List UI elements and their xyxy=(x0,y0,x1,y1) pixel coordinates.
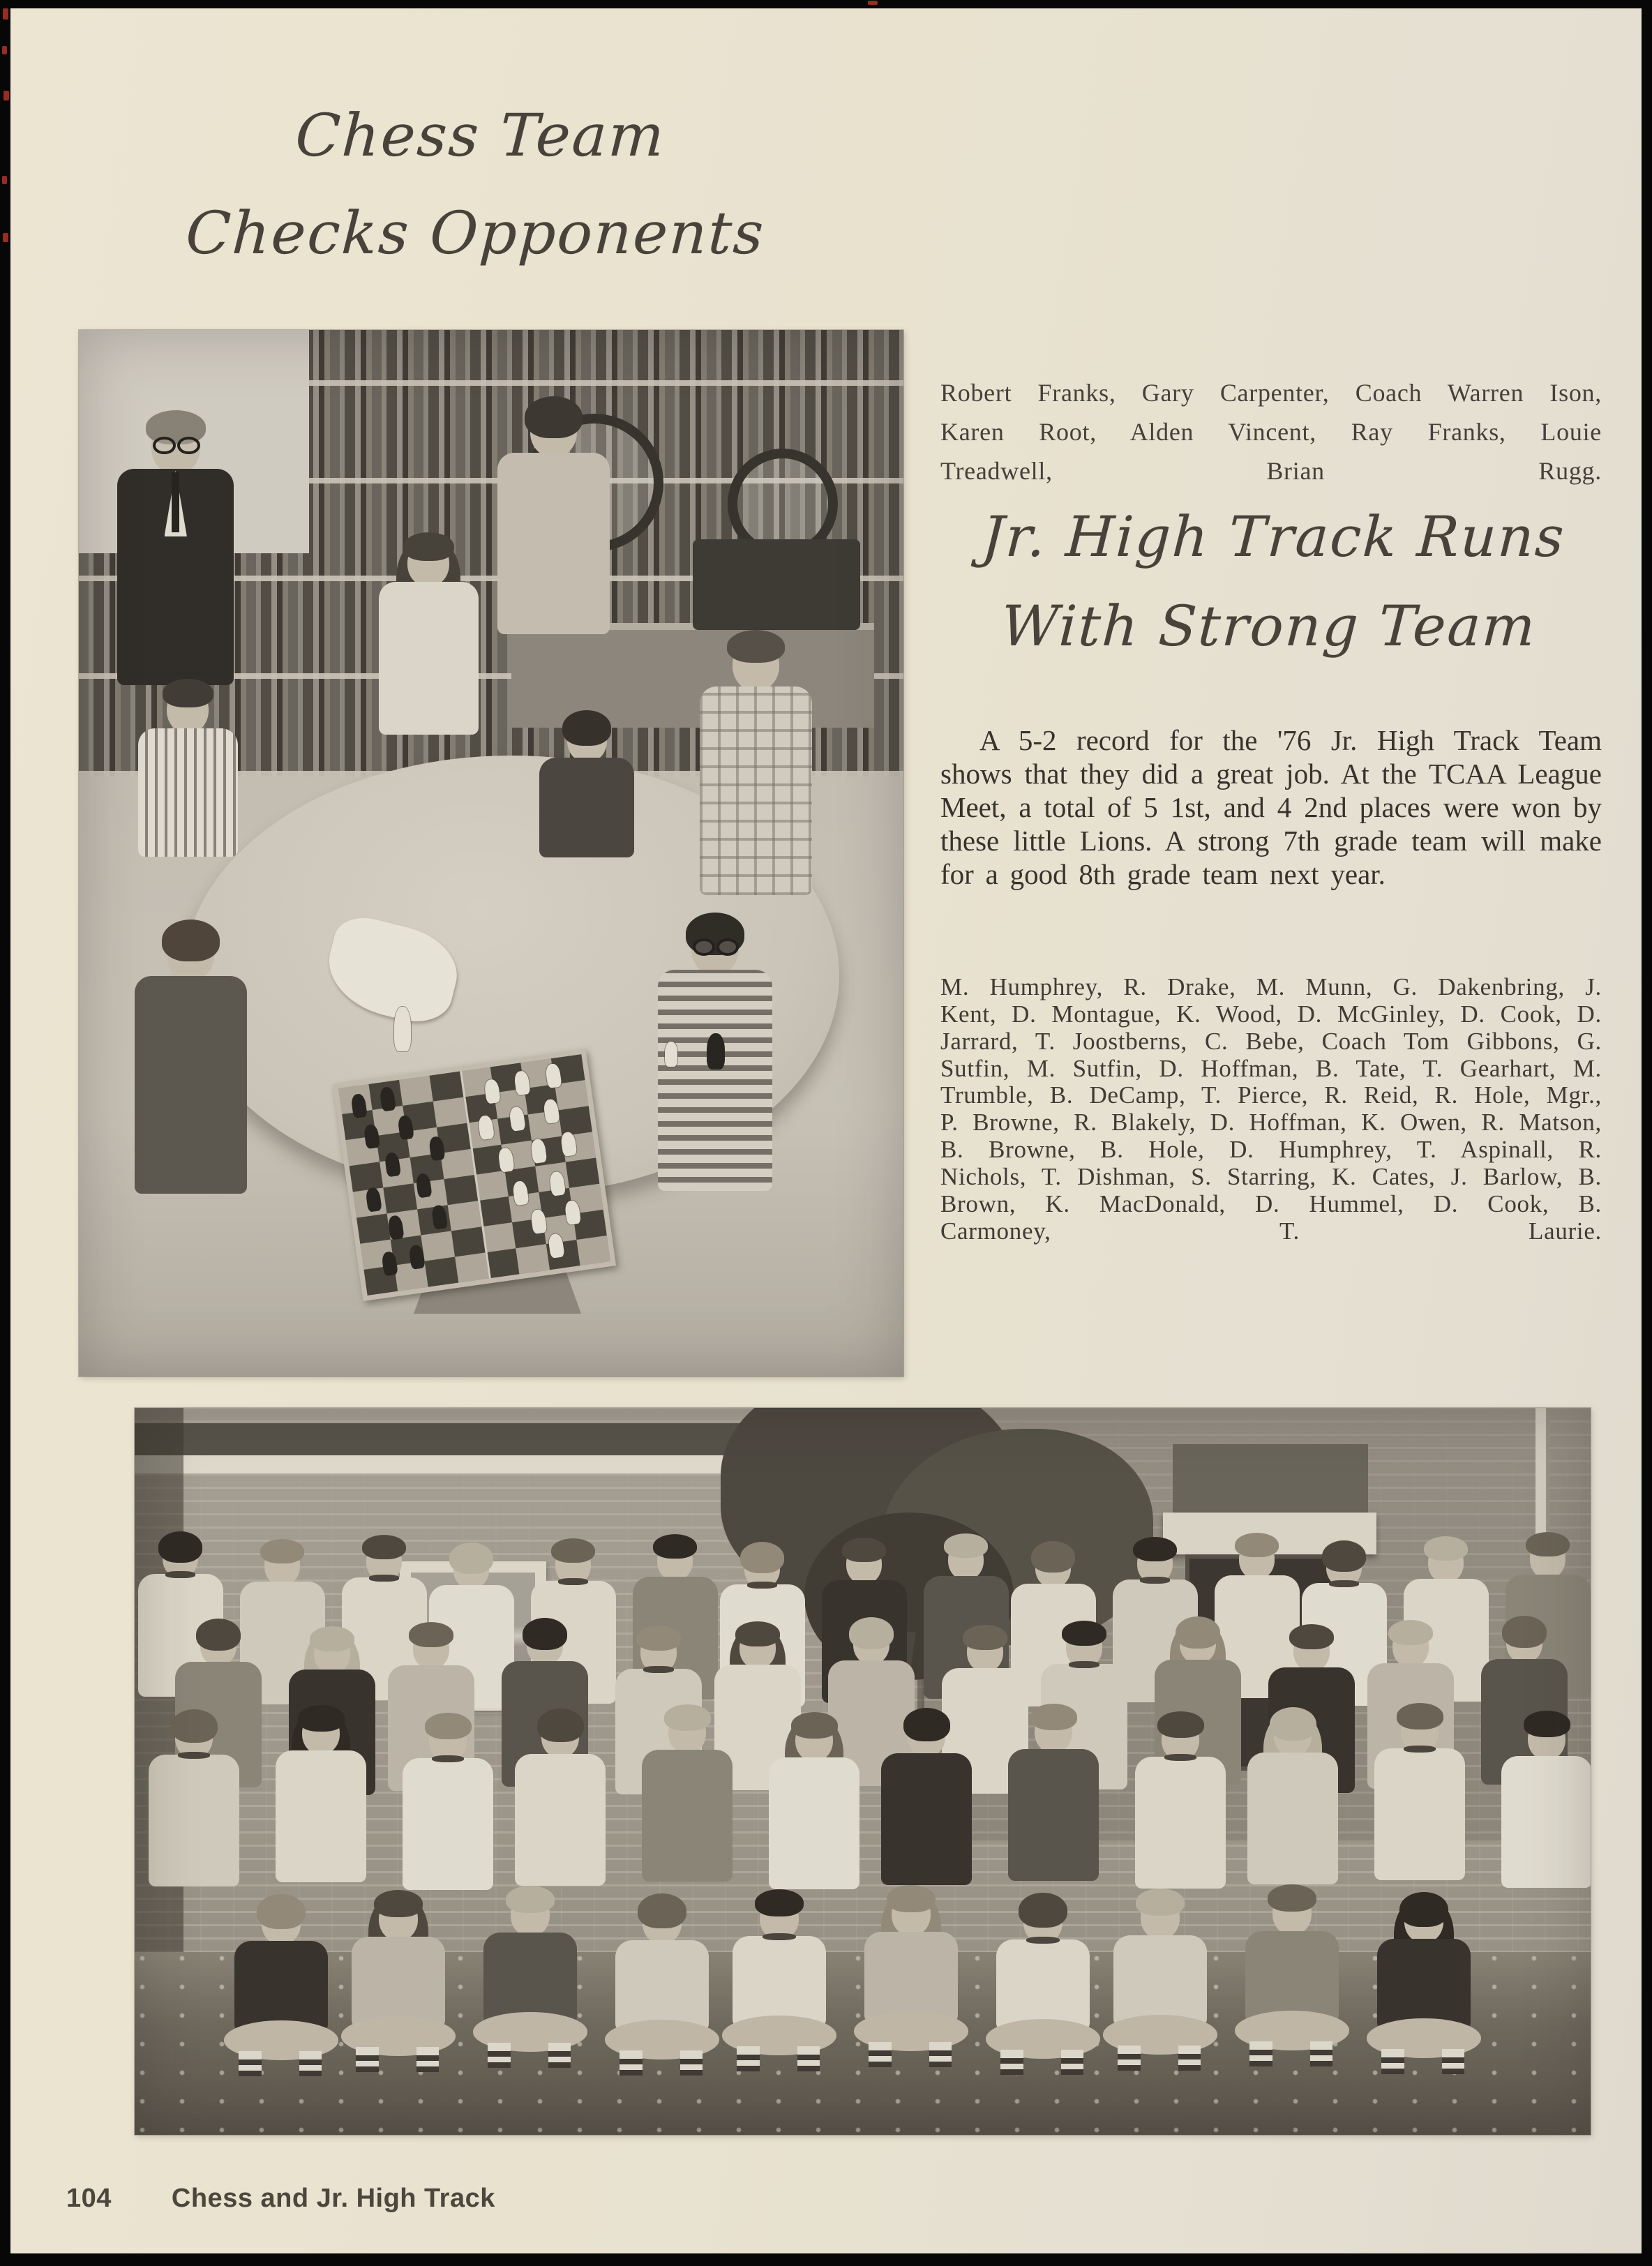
scan-artifact xyxy=(2,176,7,184)
track-headline-line1: Jr. High Track Runs xyxy=(979,504,1567,569)
scan-artifact xyxy=(3,8,8,20)
track-article-paragraph: A 5-2 record for the '76 Jr. High Track Team shows that they did a great job. At the TCAA League Meet, a total of 5 1st, and 4 2nd places were won by these little Lions. A strong 7th grade team will make for a good 8th grade team next year. xyxy=(940,724,1602,890)
track-headline-line2: With Strong Team xyxy=(999,594,1538,659)
page-number: 104 xyxy=(66,2184,112,2213)
chess-headline-line1: Chess Team xyxy=(294,101,668,170)
scan-artifact xyxy=(3,233,8,242)
photo-tint-overlay xyxy=(135,1408,1591,2135)
footer-section-title: Chess and Jr. High Track xyxy=(171,2184,495,2213)
track-headline xyxy=(936,504,1605,659)
chess-headline-line2: Checks Opponents xyxy=(183,199,767,268)
page-footer xyxy=(66,2184,495,2214)
photo-tint-overlay xyxy=(79,330,903,1376)
track-roster-list: M. Humphrey, R. Drake, M. Munn, G. Dakenbring, J. Kent, D. Montague, K. Wood, D. McGinley, D. Cook, D. Jarrard, T. Joostberns, C. Bebe, Coach Tom Gibbons, G. Sutfin, M. Sutfin, D. Hoffman, B. Tate, T. Gearhart, M. Trumble, B. DeCamp, T. Pierce, R. Reid, R. Hole, Mgr., P. Browne, R. Blakely, D. Hoffman, K. Owen, R. Matson, B. Browne, B. Hole, D. Humphrey, T. Aspinall, R. Nichols, T. Dishman, S. Starring, K. Cates, J. Barlow, B. Brown, K. MacDonald, D. Hummel, D. Cook, B. Carmoney, T. Laurie. xyxy=(940,973,1602,1245)
scan-artifact xyxy=(2,46,7,54)
chess-headline xyxy=(181,101,775,268)
chess-photo-caption: Robert Franks, Gary Carpenter, Coach Warren Ison, Karen Root, Alden Vincent, Ray Franks, Louie Treadwell, Brian Rugg. xyxy=(940,379,1602,485)
scan-artifact xyxy=(868,1,878,5)
track-team-photo xyxy=(135,1408,1591,2135)
scan-artifact xyxy=(3,91,9,100)
chess-team-photo xyxy=(79,330,903,1376)
yearbook-page xyxy=(10,8,1642,2253)
